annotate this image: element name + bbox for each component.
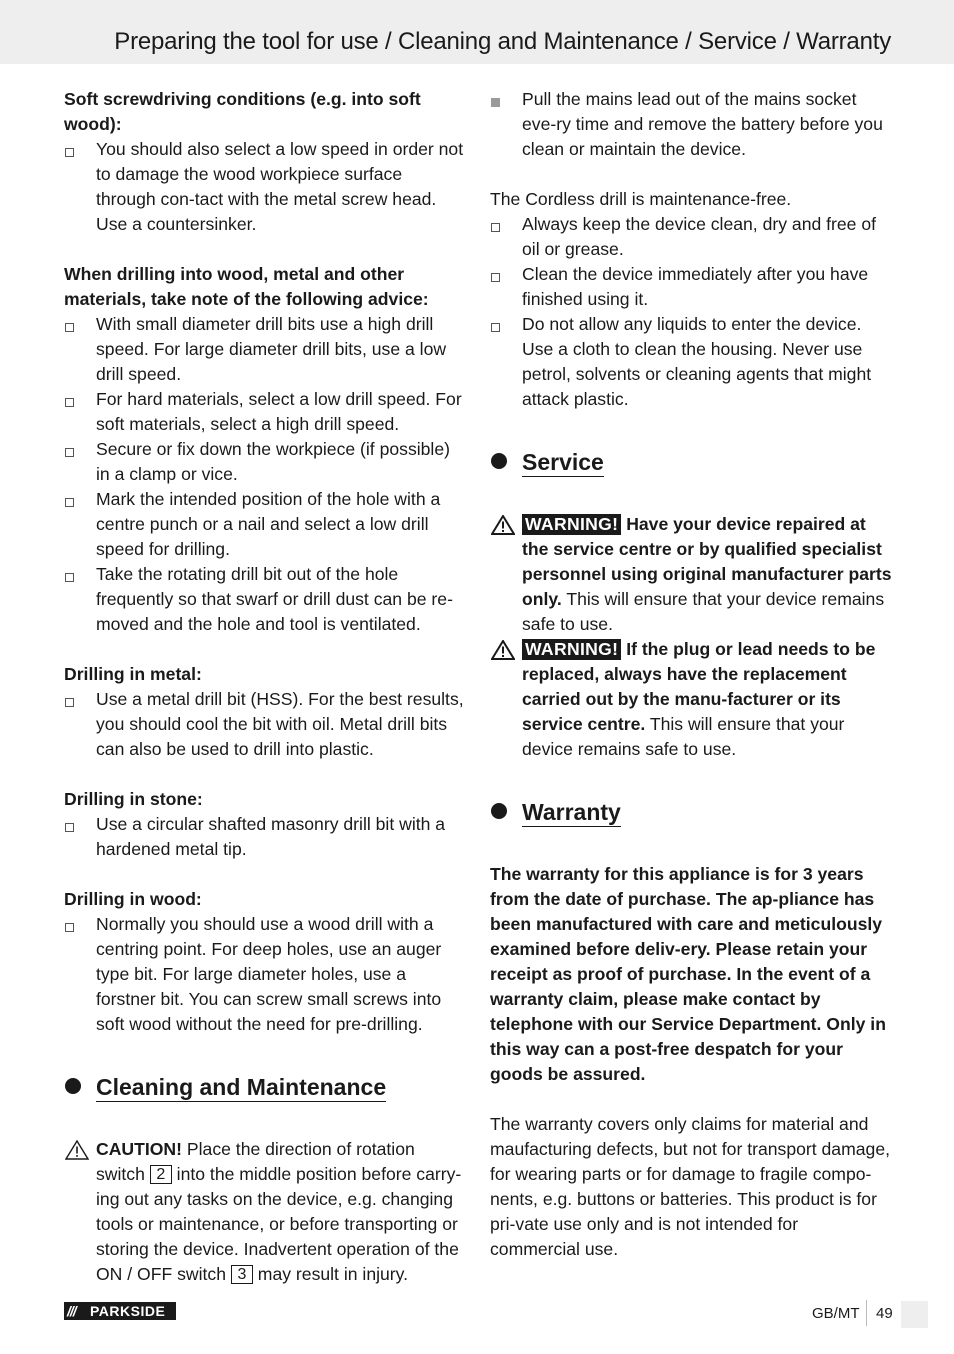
page-title: Preparing the tool for use / Cleaning and Maintenance / Service / Warranty (114, 28, 891, 55)
list-item: Use a metal drill bit (HSS). For the best results, you should cool the bit with oil. Metal drill bits can also be used to drill into plastic. (64, 687, 466, 762)
caution-text: into the middle position before carry-ing out any tasks on the device, e.g. changing tools or maintenance, or before transporting or storing the device. Inadvertent operation of the ON / OFF switch (96, 1164, 462, 1284)
part-ref-badge: 3 (231, 1265, 253, 1284)
service-heading (490, 437, 892, 487)
list-item: Normally you should use a wood drill with a centring point. For deep holes, use an auger type bit. For large diameter holes, use a forstner bit. You can screw small screws into soft wood without the need for pre-drilling. (64, 912, 466, 1037)
warning-triangle-icon (491, 640, 515, 660)
warning-bold-text: If the plug or lead needs to be replaced, always have the replacement carried out by the manu-facturer or its service centre. (522, 639, 876, 734)
caution-text: Place the direction of rotation switch (96, 1139, 415, 1184)
caution-label: CAUTION! (96, 1139, 183, 1159)
warning-text: This will ensure that your device remains safe to use. (522, 589, 885, 634)
language-code: GB/MT (812, 1305, 860, 1322)
warning-triangle-icon (491, 515, 515, 535)
list-item: With small diameter drill bits use a high drill speed. For large diameter drill bits, use a low drill speed. (64, 312, 466, 387)
warning-text: This will ensure that your device remains safe to use. (522, 714, 845, 759)
drilling-stone-heading: Drilling in stone: (64, 789, 203, 809)
list-item: Mark the intended position of the hole with a centre punch or a nail and select a low drill speed for drilling. (64, 487, 466, 562)
caution-text: may result in injury. (257, 1264, 409, 1284)
list-item: Do not allow any liquids to enter the device. Use a cloth to clean the housing. Never use petrol, solvents or cleaning agents that might attack plastic. (490, 312, 892, 412)
list-item: Use a circular shafted masonry drill bit with a hardened metal tip. (64, 812, 466, 862)
drilling-wood-heading: Drilling in wood: (64, 889, 202, 909)
list-item: You should also select a low speed in order not to damage the wood workpiece surface through con-tact with the metal screw head. Use a countersinker. (64, 137, 466, 237)
warranty-bold-paragraph: The warranty for this appliance is for 3 years from the date of purchase. The ap-pliance has been manufactured with care and meticulously examined before deliv-ery. Please retain your receipt as proof of purchase. In the event of a warranty claim, please make contact by telephone with our Service Department. Only in this way can a post-free despatch for your goods be assured. (490, 864, 886, 1084)
section-heading-text: Warranty (522, 799, 621, 825)
warning-notice (490, 512, 892, 637)
list-item: Always keep the device clean, dry and free of oil or grease. (490, 212, 892, 262)
parkside-logo (64, 1302, 176, 1320)
warranty-heading (490, 787, 892, 837)
drilling-metal-heading: Drilling in metal: (64, 664, 202, 684)
list-item: For hard materials, select a low drill speed. For soft materials, select a high drill speed. (64, 387, 466, 437)
part-ref-badge: 2 (150, 1165, 172, 1184)
warning-badge: WARNING! (522, 639, 621, 660)
list-item: Clean the device immediately after you have finished using it. (490, 262, 892, 312)
right-column (490, 87, 892, 1262)
footer-divider (866, 1300, 867, 1326)
section-bullet-icon (491, 453, 507, 469)
logo-stripes: /// (67, 1303, 76, 1319)
caution-notice (64, 1137, 466, 1287)
maintenance-free-text: The Cordless drill is maintenance-free. (490, 189, 792, 209)
warning-bold-text: Have your device repaired at the service centre or by qualified specialist personnel using original manufacturer parts only. (522, 514, 892, 609)
soft-screwdriving-heading: Soft screwdriving conditions (e.g. into soft wood): (64, 89, 421, 134)
page-number: 49 (876, 1305, 893, 1322)
section-bullet-icon (491, 803, 507, 819)
section-heading-text: Service (522, 449, 604, 475)
list-item: Pull the mains lead out of the mains socket eve-ry time and remove the battery before you clean or maintain the device. (490, 87, 892, 162)
list-item: Take the rotating drill bit out of the hole frequently so that swarf or drill dust can be re-moved and the hole and tool is ventilated. (64, 562, 466, 637)
section-heading-text: Cleaning and Maintenance (96, 1074, 387, 1100)
warning-notice (490, 637, 892, 762)
section-bullet-icon (65, 1078, 81, 1094)
list-item: Secure or fix down the workpiece (if possible) in a clamp or vice. (64, 437, 466, 487)
logo-brand: PARKSIDE (90, 1303, 166, 1319)
page-corner-box (901, 1301, 928, 1328)
caution-triangle-icon (65, 1140, 89, 1160)
cleaning-maintenance-heading (64, 1062, 466, 1112)
left-column (64, 87, 466, 1287)
drilling-advice-heading: When drilling into wood, metal and other materials, take note of the following advice: (64, 264, 429, 309)
warning-badge: WARNING! (522, 514, 621, 535)
warranty-paragraph: The warranty covers only claims for material and maufacturing defects, but not for transport damage, for wearing parts or for damage to fragile compo-nents, e.g. buttons or batteries. This product is for pri-vate use only and is not intended for commercial use. (490, 1114, 890, 1259)
